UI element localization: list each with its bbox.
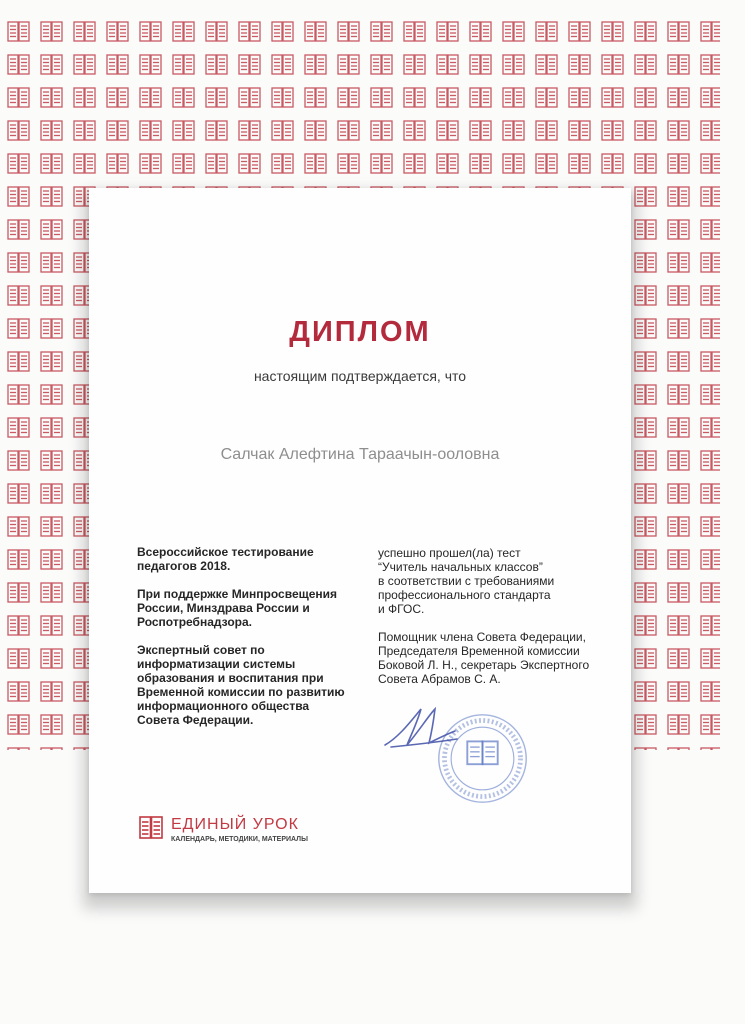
text-line: педагогов 2018. <box>137 559 231 573</box>
text-line: в соответствии с требованиями <box>378 574 555 588</box>
left-column <box>137 545 367 741</box>
diploma-subtitle: настоящим подтверждается, что <box>253 368 467 384</box>
text-line: Совета Федерации. <box>137 713 254 727</box>
text-line: образования и воспитания при <box>137 671 324 685</box>
diploma-title: ДИПЛОМ <box>289 316 431 348</box>
text-line: России, Минздрава России и <box>137 601 310 615</box>
text-line: “Учитель начальных классов” <box>378 560 543 574</box>
right-paragraph <box>378 546 618 616</box>
text-line: информатизации системы <box>137 657 296 671</box>
left-paragraph <box>137 587 367 629</box>
text-line: профессионального стандарта <box>378 588 551 602</box>
text-line: Помощник члена Совета Федерации, <box>378 630 586 644</box>
logo-tagline: КАЛЕНДАРЬ, МЕТОДИКИ, МАТЕРИАЛЫ <box>171 836 308 843</box>
diploma-card <box>89 188 631 893</box>
right-paragraph <box>378 630 618 686</box>
text-line: успешно прошел(ла) тест <box>378 546 521 560</box>
text-line: При поддержке Минпросвещения <box>137 587 338 601</box>
open-book-icon <box>139 815 163 840</box>
left-paragraph <box>137 643 367 727</box>
text-line: Экспертный совет по <box>137 643 265 657</box>
text-line: информационного общества <box>137 699 310 713</box>
left-paragraph <box>137 545 367 573</box>
text-line: Временной комиссии по развитию <box>137 685 345 699</box>
signature-icon <box>381 701 461 761</box>
text-line: Боковой Л. Н., секретарь Экспертного <box>378 658 590 672</box>
recipient-name: Салчак Алефтина Тараачын-ооловна <box>220 446 500 463</box>
text-line: Совета Абрамов С. А. <box>378 672 501 686</box>
text-line: Всероссийское тестирование <box>137 545 314 559</box>
logo-name: ЕДИНЫЙ УРОК <box>171 816 299 833</box>
text-line: и ФГОС. <box>378 602 425 616</box>
text-line: Роспотребнадзора. <box>137 615 252 629</box>
text-line: Председателя Временной комиссии <box>378 644 580 658</box>
right-column <box>378 546 618 700</box>
